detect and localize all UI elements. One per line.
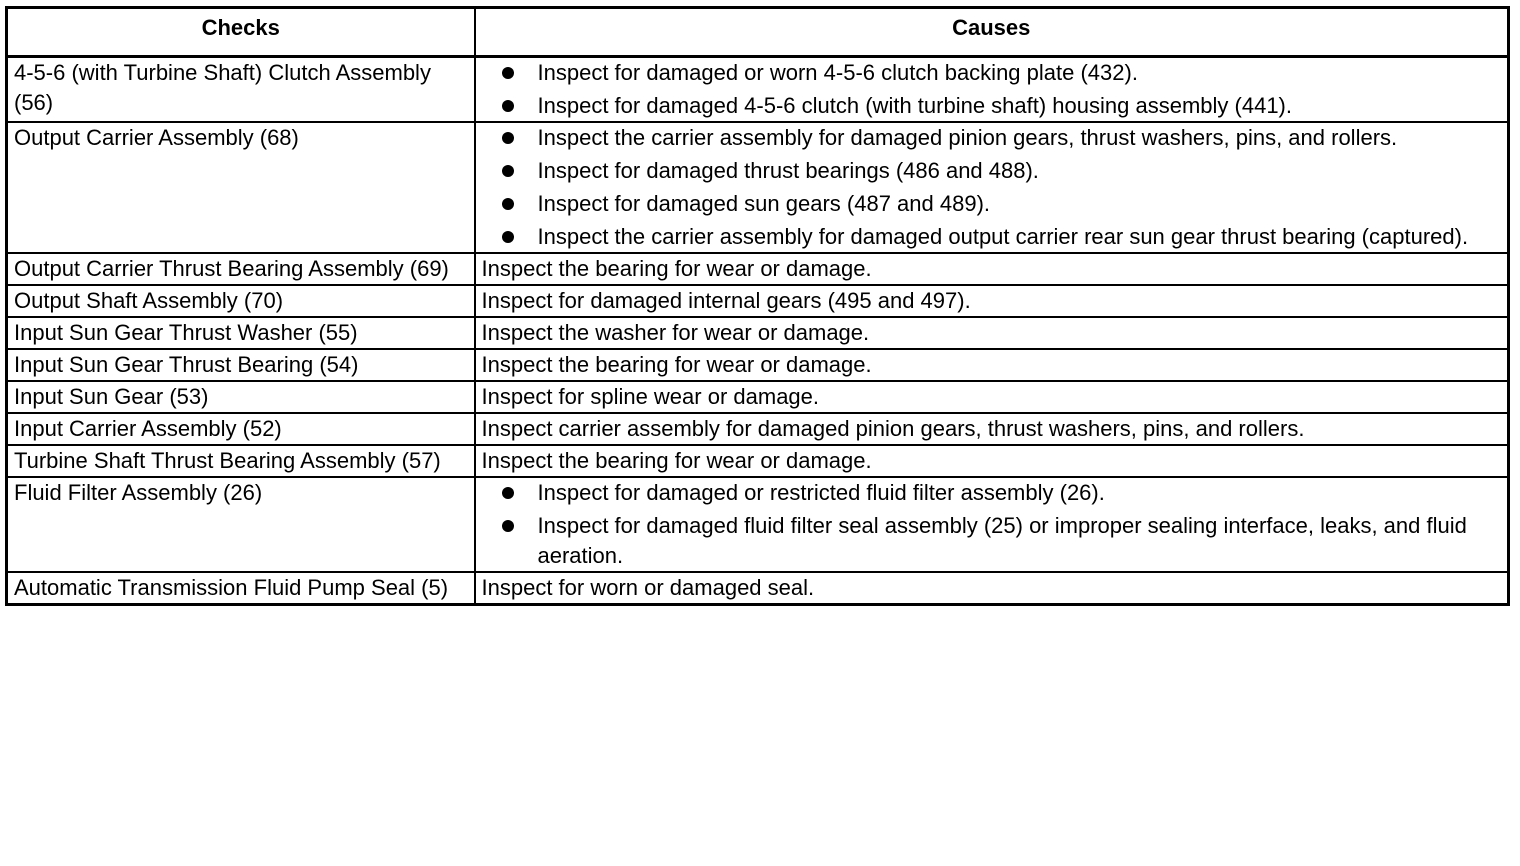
- cause-list-item: [500, 511, 1502, 571]
- cause-text: Inspect for damaged internal gears (495 and 497).: [481, 288, 971, 313]
- check-cell: 4-5-6 (with Turbine Shaft) Clutch Assembly (56): [7, 57, 475, 123]
- bullet-icon: [502, 520, 514, 532]
- bullet-icon: [502, 100, 514, 112]
- table-body: [7, 57, 1509, 605]
- check-cell: Input Carrier Assembly (52): [7, 413, 475, 445]
- cause-text: Inspect for damaged 4-5-6 clutch (with turbine shaft) housing assembly (441).: [537, 93, 1292, 118]
- header-row: [7, 8, 1509, 57]
- cause-cell: [475, 317, 1509, 349]
- table-row: [7, 285, 1509, 317]
- causes-column-header: Causes: [475, 8, 1509, 57]
- cause-list-item: [500, 189, 1502, 219]
- bullet-icon: [502, 487, 514, 499]
- table-row: [7, 381, 1509, 413]
- check-cell: Turbine Shaft Thrust Bearing Assembly (57): [7, 445, 475, 477]
- cause-text: Inspect for damaged or restricted fluid filter assembly (26).: [537, 480, 1105, 505]
- cause-list: [482, 478, 1502, 571]
- bullet-icon: [502, 198, 514, 210]
- check-cell: Input Sun Gear Thrust Bearing (54): [7, 349, 475, 381]
- cause-list-item: [500, 222, 1502, 252]
- cause-list-item: [500, 123, 1502, 153]
- check-cell: Fluid Filter Assembly (26): [7, 477, 475, 572]
- cause-text: Inspect for damaged or worn 4-5-6 clutch backing plate (432).: [537, 60, 1138, 85]
- cause-list: [482, 58, 1502, 121]
- bullet-icon: [502, 67, 514, 79]
- table-row: [7, 122, 1509, 253]
- cause-text: Inspect the bearing for wear or damage.: [481, 256, 872, 281]
- cause-text: Inspect carrier assembly for damaged pinion gears, thrust washers, pins, and rollers.: [481, 416, 1305, 441]
- bullet-icon: [502, 132, 514, 144]
- table-row: [7, 477, 1509, 572]
- cause-list-item: [500, 156, 1502, 186]
- check-cell: Input Sun Gear (53): [7, 381, 475, 413]
- table-row: [7, 317, 1509, 349]
- checks-causes-table: [5, 6, 1510, 606]
- cause-text: Inspect for damaged fluid filter seal assembly (25) or improper sealing interface, leaks, and fluid aeration.: [537, 513, 1467, 568]
- cause-text: Inspect the carrier assembly for damaged pinion gears, thrust washers, pins, and rollers.: [537, 125, 1398, 150]
- cause-list-item: [500, 58, 1502, 88]
- table-header: [7, 8, 1509, 57]
- cause-text: Inspect the bearing for wear or damage.: [481, 448, 872, 473]
- table-row: [7, 445, 1509, 477]
- cause-text: Inspect the washer for wear or damage.: [481, 320, 870, 345]
- cause-cell: [475, 122, 1509, 253]
- bullet-icon: [502, 231, 514, 243]
- cause-text: Inspect for spline wear or damage.: [481, 384, 820, 409]
- cause-text: Inspect the bearing for wear or damage.: [481, 352, 872, 377]
- cause-text: Inspect for damaged thrust bearings (486 and 488).: [537, 158, 1039, 183]
- table-row: [7, 572, 1509, 605]
- check-cell: Output Carrier Assembly (68): [7, 122, 475, 253]
- cause-list-item: [500, 91, 1502, 121]
- table-row: [7, 413, 1509, 445]
- table-row: [7, 349, 1509, 381]
- cause-list: [482, 123, 1502, 252]
- cause-cell: [475, 253, 1509, 285]
- cause-list-item: [500, 478, 1502, 508]
- check-cell: Automatic Transmission Fluid Pump Seal (5): [7, 572, 475, 605]
- cause-cell: [475, 349, 1509, 381]
- cause-cell: [475, 381, 1509, 413]
- check-cell: Output Shaft Assembly (70): [7, 285, 475, 317]
- cause-text: Inspect for worn or damaged seal.: [481, 575, 815, 600]
- checks-column-header: Checks: [7, 8, 475, 57]
- check-cell: Output Carrier Thrust Bearing Assembly (69): [7, 253, 475, 285]
- bullet-icon: [502, 165, 514, 177]
- cause-text: Inspect for damaged sun gears (487 and 489).: [537, 191, 991, 216]
- cause-cell: [475, 57, 1509, 123]
- cause-text: Inspect the carrier assembly for damaged output carrier rear sun gear thrust bearing (captured).: [537, 224, 1469, 249]
- cause-cell: [475, 477, 1509, 572]
- table-row: [7, 253, 1509, 285]
- table-row: [7, 57, 1509, 123]
- cause-cell: [475, 413, 1509, 445]
- cause-cell: [475, 285, 1509, 317]
- cause-cell: [475, 572, 1509, 605]
- cause-cell: [475, 445, 1509, 477]
- check-cell: Input Sun Gear Thrust Washer (55): [7, 317, 475, 349]
